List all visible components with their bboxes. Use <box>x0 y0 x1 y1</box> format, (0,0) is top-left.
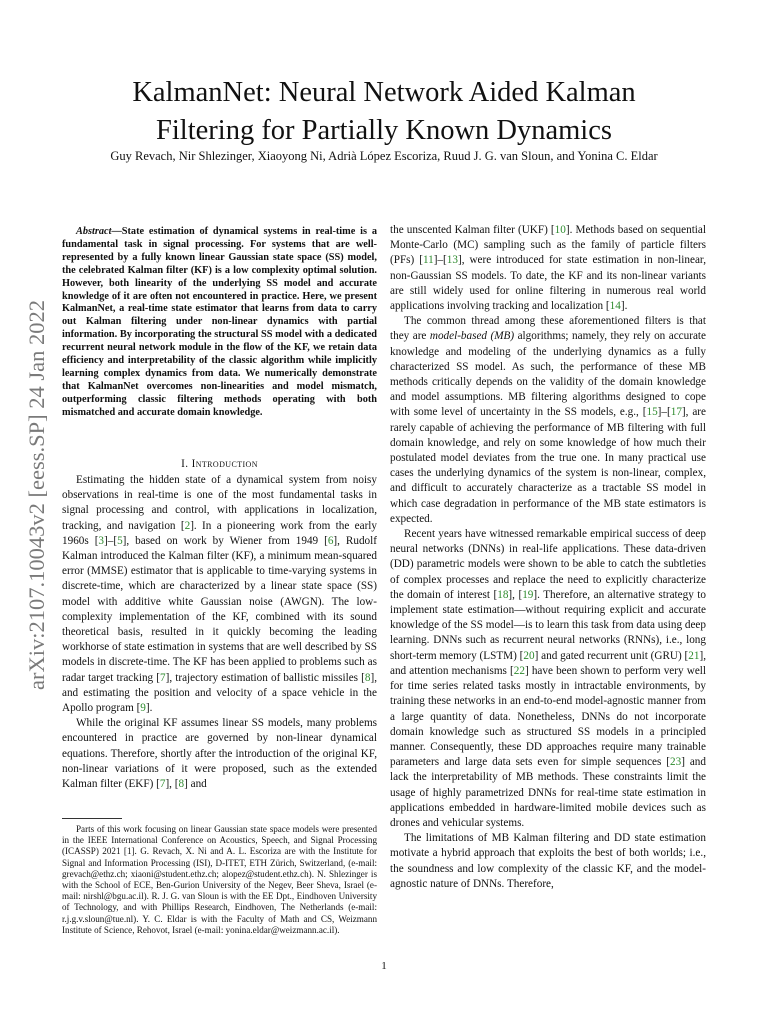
paragraph-text: ], trajectory estimation of ballistic missiles [ <box>165 671 365 684</box>
paragraph-text: ], [ <box>508 588 523 601</box>
citation-link[interactable]: 3 <box>98 534 105 547</box>
paragraph-text: ], based on work by Wiener from 1949 [ <box>122 534 328 547</box>
paragraph-text: ], were introduced for state estimation in non-linear, non-Gaussian SS models. To date, the KF and its non-linear variants are still widely used for online filtering in numerous real world applications involving tracking and localization [ <box>390 254 707 313</box>
title-line-2: Filtering for Partially Known Dynamics <box>156 115 612 146</box>
paragraph-text: Estimating the hidden state of a dynamical system from noisy observations in real-time is one of the most fundamental tasks in signal processing and control, with applications in localization, tracking, and navigation [ <box>62 474 377 532</box>
citation-link[interactable]: 17 <box>670 406 682 419</box>
paragraph-text: ]–[ <box>104 534 118 547</box>
paragraph-text: ]. Methods based on sequential Monte-Carlo (MC) sampling such as the family of particle filters (PFs) [ <box>390 224 706 267</box>
footnote-divider <box>62 818 122 819</box>
abstract-label: Abstract <box>76 226 112 237</box>
page-number: 1 <box>381 960 387 972</box>
right-column <box>390 223 706 892</box>
right-paragraph-4: The limitations of MB Kalman filtering and DD state estimation motivate a hybrid approach that exploits the best of both worlds; i.e., the soundness and low complexity of the classic KF, and the model-agnostic nature of DNNs. Therefore, <box>390 832 706 890</box>
introduction-column <box>62 473 377 792</box>
citation-link[interactable]: 11 <box>422 254 434 267</box>
footnote <box>62 824 377 936</box>
paragraph-text: ]. <box>145 702 153 715</box>
paragraph-text: ]. <box>620 300 628 313</box>
arxiv-stamp-text: arXiv:2107.10043v2 [eess.SP] 24 Jan 2022 <box>24 300 49 690</box>
abstract <box>62 226 377 420</box>
citation-link[interactable]: 15 <box>646 406 658 419</box>
paragraph-text: ]–[ <box>657 406 671 419</box>
author-list: Guy Revach, Nir Shlezinger, Xiaoyong Ni, Adrià López Escoriza, Ruud J. G. van Sloun, and Yonina C. Eldar <box>110 149 658 163</box>
citation-link[interactable]: 19 <box>522 588 534 601</box>
citation-link[interactable]: 18 <box>497 588 509 601</box>
paragraph-text: ] have been shown to perform very well for time series related tasks mostly in intractable environments, by training these networks in an end-to-end model-agnostic manner from a large quantity of data. Nonetheless, DNNs do not incorporate domain knowledge such as structured SS models in a principled manner. Consequently, these DD approaches require many trainable parameters and large data sets even for simple sequences [ <box>390 664 706 769</box>
paragraph-text: While the original KF assumes linear SS models, many problems encountered in practice are governed by non-linear dynamical equations. Therefore, shortly after the introduction of the original KF, non-linear variations of it were proposed, such as the extended Kalman filter (EKF) [ <box>62 717 377 791</box>
right-paragraph-1 <box>390 223 706 314</box>
abstract-text: —State estimation of dynamical systems in real-time is a fundamental task in signal processing. For systems that are well-represented by a fully known linear Gaussian state space (SS) model, the celebrated Kalman filter (KF) is a low complexity optimal solution. However, both linearity of the underlying SS model and accurate knowledge of it are often not encountered in practice. Here, we present KalmanNet, a real-time state estimator that learns from data to carry out Kalman filtering under non-linear dynamics with partial information. By incorporating the structural SS model with a dedicated recurrent neural network module in the flow of the KF, we retain data efficiency and interpretability of the classic algorithm while implicitly learning complex dynamics from data. We numerically demonstrate that KalmanNet overcomes non-linearities and model mismatch, outperforming classic filtering methods operating with both mismatched and accurate domain knowledge. <box>62 226 377 418</box>
paragraph-text: the unscented Kalman filter (UKF) [ <box>390 224 555 236</box>
citation-link[interactable]: 5 <box>117 534 123 547</box>
citation-link[interactable]: 21 <box>688 649 700 662</box>
paragraph-text: The common thread among these aforementioned filters is that they are <box>390 315 706 343</box>
emphasis-text: model-based (MB) <box>429 330 515 343</box>
citation-link[interactable]: 8 <box>364 671 371 684</box>
paragraph-text: ] and lack the interpretability of MB methods. These constraints limit the usage of highly parametrized DNNs for real-time state estimation in applications embedded in hardware-limited mobile devices such as drones and vehicular systems. <box>390 756 706 829</box>
abstract-paragraph <box>62 226 377 420</box>
citation-link[interactable]: 13 <box>446 254 458 267</box>
paragraph-text: ]–[ <box>433 254 447 267</box>
paragraph-text: Recent years have witnessed remarkable empirical success of deep neural networks (DNNs) in real-life applications. These data-driven (DD) parametric models were shown to be able to catch the subtleties of complex processes and replace the need to explicitly characterize the domain of interest [ <box>390 528 706 601</box>
title-line-1: KalmanNet: Neural Network Aided Kalman <box>132 77 636 108</box>
paragraph-text: ], and attention mechanisms [ <box>390 649 706 677</box>
paragraph-text: ]. In a pioneering work from the early 1960s [ <box>62 519 377 547</box>
citation-link[interactable]: 7 <box>159 778 166 791</box>
paragraph-text: ] and gated recurrent unit (GRU) [ <box>534 649 689 662</box>
arxiv-stamp <box>16 300 60 690</box>
paragraph-text: ], [ <box>165 778 179 791</box>
right-paragraph-2 <box>390 314 706 527</box>
paragraph-text: ], Rudolf Kalman introduced the Kalman filter (KF), a minimum mean-squared error (MMSE) estimator that is applicable to time-varying systems in discrete-time, which are characterized by a linear state space (SS) model with additive white Gaussian noise (AWGN). The low-complexity implementation of the KF, combined with its sound theoretical basis, resulted in it quickly becoming the leading workhorse of state estimation in systems that are well described by SS models in discrete-time. The KF has been applied to problems such as radar target tracking [ <box>62 534 377 684</box>
citation-link[interactable]: 23 <box>670 756 682 769</box>
citation-link[interactable]: 9 <box>140 702 146 715</box>
citation-link[interactable]: 8 <box>178 778 185 791</box>
citation-link[interactable]: 2 <box>184 519 191 532</box>
paragraph-text: algorithms; namely, they rely on accurate knowledge and modeling of the underlying dynamics as a fully characterized SS model. As such, the performance of these MB methods critically depends on the validity of the domain knowledge and model assumptions. MB filtering algorithms designed to cope with some level of uncertainty in the SS models, e.g., [ <box>390 330 706 419</box>
footnote-text: Parts of this work focusing on linear Gaussian state space models were presented in the IEEE International Conference on Acoustics, Speech, and Signal Processing (ICASSP) 2021 [1]. G. Revach, X. Ni and A. L. Escoriza are with the Institute for Signal and Information Processing (ISI), D-ITET, ETH Zürich, Switzerland, (e-mail: grevach@ethz.ch; xiaoni@student.ethz.ch; alopez@student.ethz.ch). N. Shlezinger is with the School of ECE, Ben-Gurion University of the Negev, Beer Sheva, Israel (e-mail: nirshl@bgu.ac.il). R. J. G. van Sloun is with the EE Dpt., Eindhoven University of Technology, and with Phillips Research, Eindhoven, The Netherlands (e-mail: r.j.g.v.sloun@tue.nl). Y. C. Eldar is with the Faculty of Math and CS, Weizmann Institute of Science, Rehovot, Israel (e-mail: yonina.eldar@weizmann.ac.il). <box>62 824 377 935</box>
paragraph-text: ] and <box>184 778 207 791</box>
citation-link[interactable]: 14 <box>609 300 621 313</box>
section-heading-introduction: I. Introduction <box>181 458 258 470</box>
paragraph-text: ], and estimating the position and velocity of a space vehicle in the Apollo program [ <box>62 671 378 715</box>
citation-link[interactable]: 6 <box>327 534 334 547</box>
paper-title <box>0 74 768 150</box>
citation-link[interactable]: 7 <box>160 671 166 684</box>
paragraph-text: ], are rarely capable of achieving the performance of MB filtering with full domain knowledge, and rely on some knowledge of how much their postulated model deviates from the true one. In many practical use cases the underlying dynamics of the system is non-linear, complex, and difficult to accurately characterize as a tractable SS model in which case degradation in performance of the MB state estimators is expected. <box>390 406 706 525</box>
right-paragraph-3 <box>390 527 706 831</box>
citation-link[interactable]: 20 <box>523 649 535 662</box>
intro-paragraph-2 <box>62 716 377 792</box>
paragraph-text: ]. Therefore, an alternative strategy to implement state estimation—without requiring explicit and accurate knowledge of the SS model—is to learn this task from data using deep learning. DNNs such as recurrent neural networks (RNNs), i.e., long short-term memory (LSTM) [ <box>390 588 707 662</box>
intro-paragraph-1 <box>62 473 377 716</box>
citation-link[interactable]: 10 <box>554 224 566 236</box>
citation-link[interactable]: 22 <box>513 664 525 677</box>
